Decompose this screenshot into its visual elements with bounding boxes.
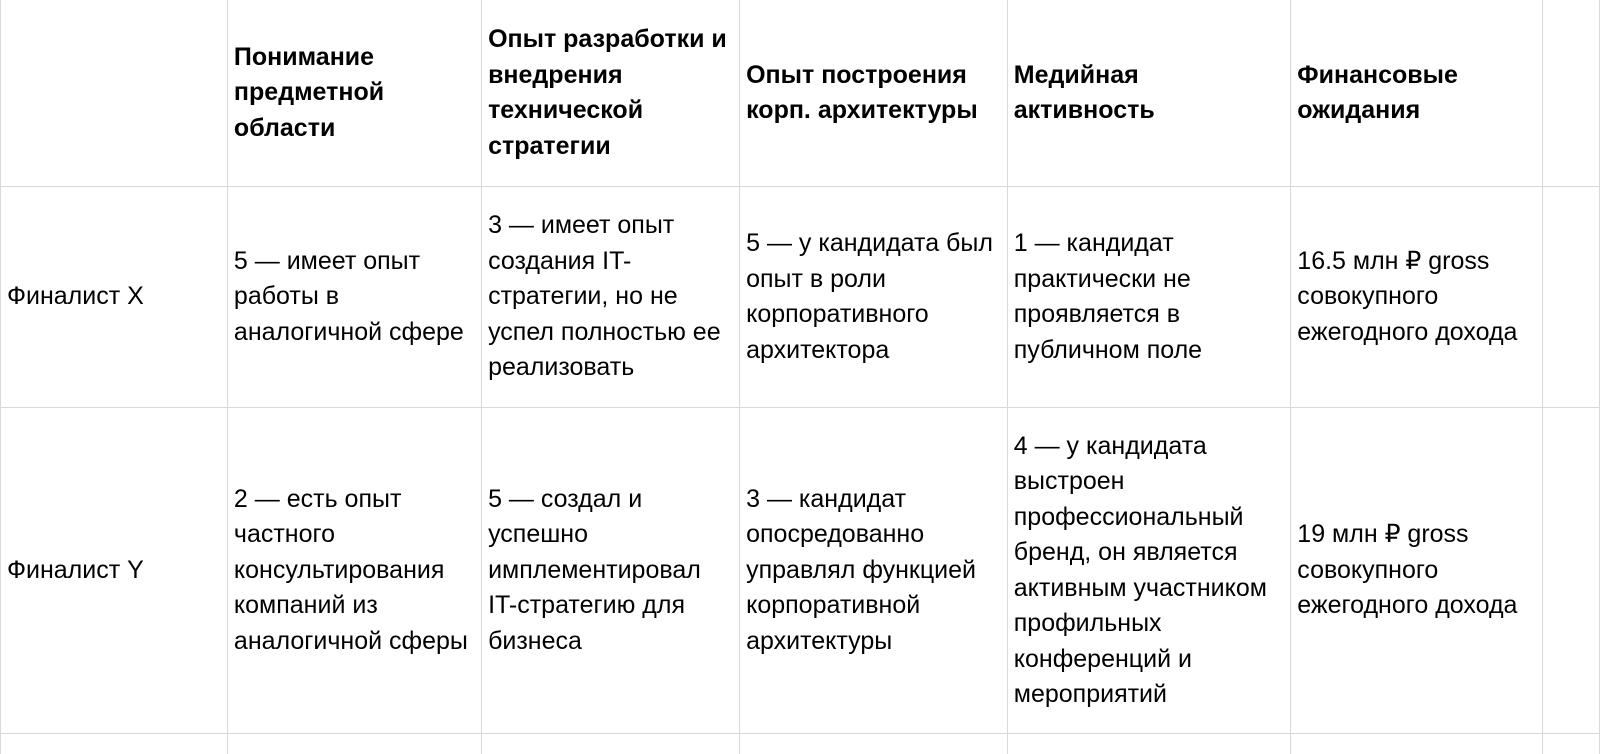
header-cell-corp-architecture[interactable]: Опыт построения корп. архитектуры xyxy=(740,0,1008,187)
header-cell-media-activity[interactable]: Медийная активность xyxy=(1007,0,1291,187)
header-row xyxy=(1,0,1600,187)
header-cell-domain-understanding[interactable]: Понимание предметной области xyxy=(227,0,481,187)
table-row-finalist-x xyxy=(1,187,1600,408)
table-cell[interactable]: 1 — кандидат практически не проявляется в публичном поле xyxy=(1007,187,1291,408)
empty-cell[interactable] xyxy=(1007,734,1291,754)
row-label-cell[interactable]: Финалист Y xyxy=(1,408,228,734)
table-cell[interactable]: 19 млн ₽ gross совокупного ежегодного дохода xyxy=(1291,408,1542,734)
table-cell[interactable]: 3 — имеет опыт создания IT-стратегии, но не успел полностью ее реализовать xyxy=(482,187,740,408)
empty-cell[interactable] xyxy=(1542,187,1599,408)
empty-cell[interactable] xyxy=(1542,0,1599,187)
empty-cell[interactable] xyxy=(1291,734,1542,754)
empty-cell[interactable] xyxy=(482,734,740,754)
table-cell[interactable]: 5 — создал и успешно имплементировал IT-стратегию для бизнеса xyxy=(482,408,740,734)
table-cell[interactable]: 3 — кандидат опосредованно управлял функцией корпоративной архитектуры xyxy=(740,408,1008,734)
empty-cell[interactable] xyxy=(1542,734,1599,754)
empty-cell[interactable] xyxy=(740,734,1008,754)
empty-cell[interactable] xyxy=(227,734,481,754)
table-row-finalist-y xyxy=(1,408,1600,734)
empty-cell[interactable] xyxy=(1542,408,1599,734)
table-row-empty xyxy=(1,734,1600,754)
empty-cell[interactable] xyxy=(1,734,228,754)
header-cell-financial-expectations[interactable]: Финансовые ожидания xyxy=(1291,0,1542,187)
row-label-cell[interactable]: Финалист X xyxy=(1,187,228,408)
table-cell[interactable]: 5 — имеет опыт работы в аналогичной сфере xyxy=(227,187,481,408)
table-cell[interactable]: 2 — есть опыт частного консультирования компаний из аналогичной сферы xyxy=(227,408,481,734)
table-cell[interactable]: 4 — у кандидата выстроен профессиональный бренд, он является активным участником профильных конференций и мероприятий xyxy=(1007,408,1291,734)
corner-cell[interactable] xyxy=(1,0,228,187)
table-cell[interactable]: 16.5 млн ₽ gross совокупного ежегодного дохода xyxy=(1291,187,1542,408)
table-cell[interactable]: 5 — у кандидата был опыт в роли корпоративного архитектора xyxy=(740,187,1008,408)
header-cell-tech-strategy[interactable]: Опыт разработки и внедрения технической стратегии xyxy=(482,0,740,187)
